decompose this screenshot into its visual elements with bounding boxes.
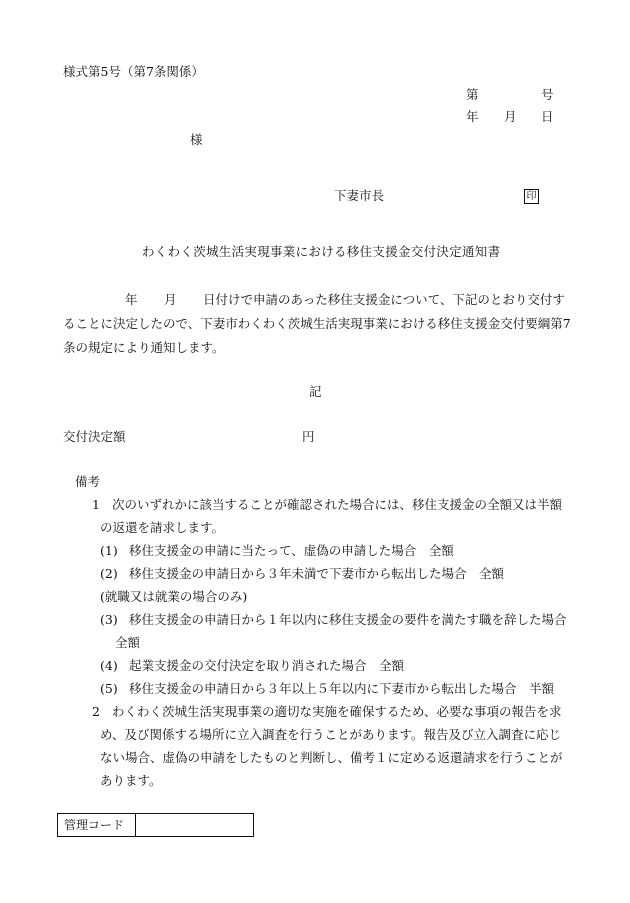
note1-number: 1 — [92, 497, 100, 512]
seal-mark: 印 — [524, 189, 539, 204]
document-title: わくわく茨城生活実現事業における移住支援金交付決定通知書 — [142, 244, 501, 259]
note1-line1: 次のいずれかに該当することが確認された場合には、移住支援金の全額又は半額 — [112, 497, 563, 512]
note1-sub2-continuation: (就職又は就業の場合のみ) — [100, 589, 248, 604]
note2-line4: あります。 — [100, 773, 162, 788]
body-line1-year: 年 — [125, 292, 138, 307]
note2-line2: め、及び関係する場所に立入調査を行うことがあります。報告及び立入調査に応じ — [100, 727, 562, 742]
note1-sub4-number: (4) — [100, 658, 118, 673]
amount-label: 交付決定額 — [63, 429, 126, 444]
note1-line2: の返還を請求します。 — [100, 520, 225, 535]
note1-sub5-number: (5) — [100, 681, 118, 696]
note1-sub5-text: 移住支援金の申請日から３年以上５年以内に下妻市から転出した場合 半額 — [129, 681, 555, 696]
note1-sub1-text: 移住支援金の申請に当たって、虚偽の申請した場合 全額 — [129, 543, 454, 558]
doc-number-suffix: 号 — [541, 87, 554, 102]
body-line1-month: 月 — [164, 292, 177, 307]
note1-sub3-text: 移住支援金の申請日から１年以内に移住支援金の要件を満たす職を辞した場合 — [129, 612, 567, 627]
form-number: 様式第5号（第7条関係） — [63, 64, 204, 79]
note1-sub2-text: 移住支援金の申請日から３年未満で下妻市から転出した場合 全額 — [129, 566, 505, 581]
note1-sub1-number: (1) — [100, 543, 118, 558]
issuer-name: 下妻市長 — [334, 188, 385, 203]
amount-unit: 円 — [302, 429, 315, 444]
body-line1-rest: 日付けで申請のあった移住支援金について、下記のとおり交付す — [203, 292, 565, 307]
management-code-label: 管理コード — [58, 814, 136, 836]
note2-number: 2 — [92, 704, 100, 719]
body-line2: ることに決定したので、下妻市わくわく茨城生活実現事業における移住支援金交付要綱第7 — [63, 316, 571, 331]
management-code-value[interactable] — [136, 814, 253, 836]
note1-sub3-number: (3) — [100, 612, 118, 627]
ki-heading: 記 — [309, 384, 322, 399]
note2-line3: ない場合、虚偽の申請をしたものと判断し、備考１に定める返還請求を行うことが — [100, 750, 563, 765]
note1-sub3-continuation: 全額 — [115, 635, 141, 650]
notes-heading: 備考 — [75, 474, 101, 489]
date-day: 日 — [541, 109, 554, 124]
note1-sub2-number: (2) — [100, 566, 118, 581]
doc-number-prefix: 第 — [466, 87, 479, 102]
note1-sub4-text: 起業支援金の交付決定を取り消された場合 全額 — [129, 658, 405, 673]
date-year: 年 — [466, 109, 479, 124]
body-line3: 条の規定により通知します。 — [63, 340, 225, 355]
note2-line1: わくわく茨城生活実現事業の適切な実施を確保するため、必要な事項の報告を求 — [112, 704, 562, 719]
date-month: 月 — [504, 109, 517, 124]
addressee-suffix: 様 — [190, 132, 203, 147]
management-code-table — [57, 813, 254, 837]
